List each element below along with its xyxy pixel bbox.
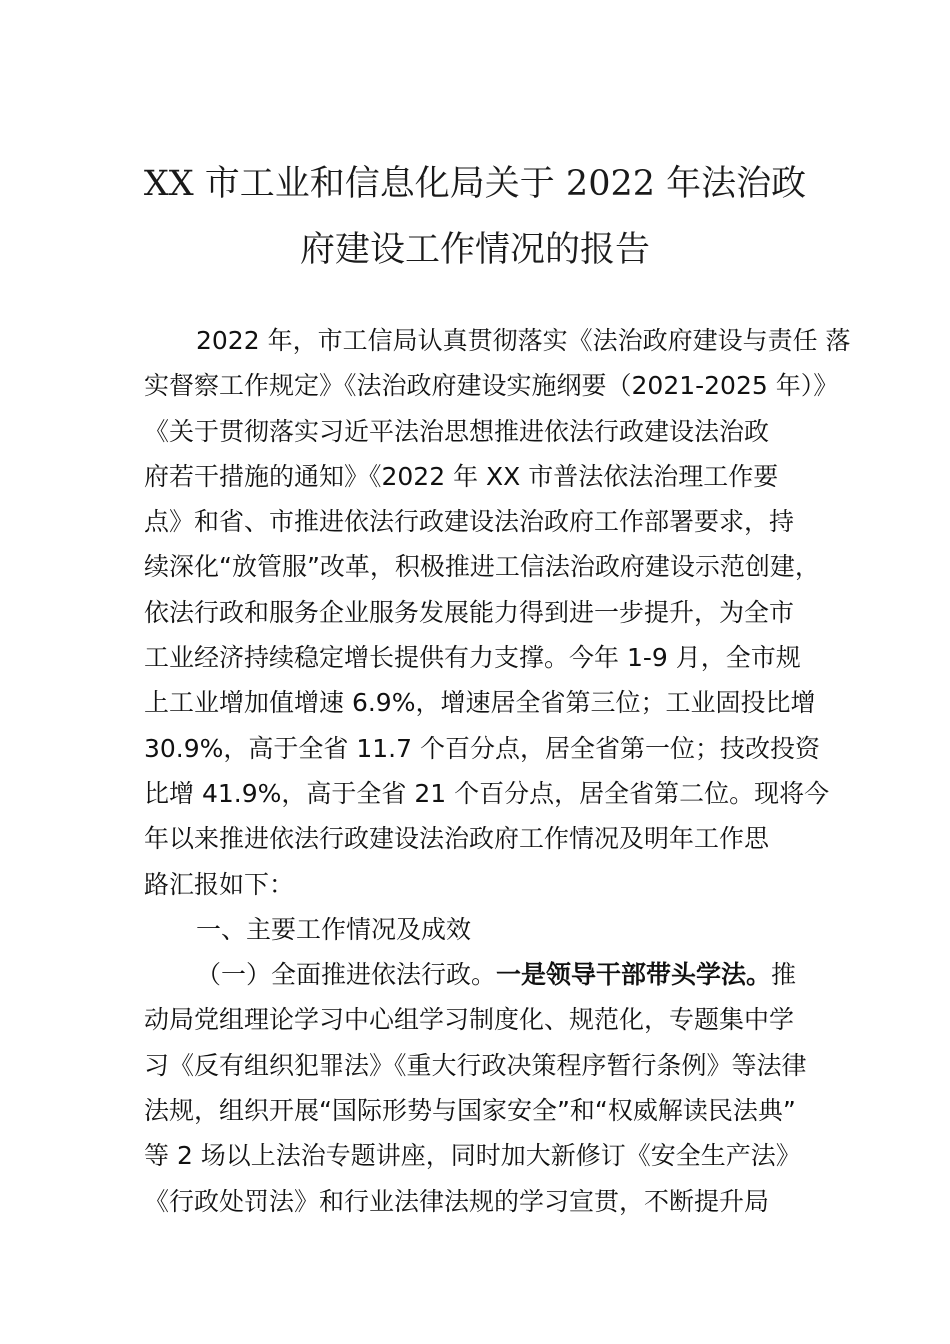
subsection-line	[144, 952, 834, 997]
body-line-3: 法规，组织开展“国际形势与国家安全”和“权威解读民法典”	[144, 1096, 796, 1126]
intro-line-4: 府若干措施的通知》《2022 年 XX 市普法依法治理工作要	[144, 461, 779, 491]
document-title-line-2: 府建设工作情况的报告	[299, 230, 650, 270]
section-heading: 一、主要工作情况及成效	[196, 914, 472, 944]
intro-line-2: 实督察工作规定》《法治政府建设实施纲要（2021-2025 年）》	[144, 371, 839, 401]
intro-line-10: 30.9%，高于全省 11.7 个百分点，居全省第一位；技改投资	[144, 733, 820, 763]
body-line-5: 《行政处罚法》和行业法律法规的学习宣贯，不断提升局	[144, 1186, 770, 1216]
intro-line-3: 《关于贯彻落实习近平法治思想推进依法行政建设法治政	[144, 416, 770, 446]
intro-line-11: 比增 41.9%，高于全省 21 个百分点，居全省第二位。现将今	[144, 778, 830, 808]
body-line-4: 等 2 场以上法治专题讲座，同时加大新修订《安全生产法》	[144, 1141, 801, 1171]
subsection-prefix: （一）全面推进依法行政。	[196, 960, 497, 990]
subsection-bold-text: 一是领导干部带头学法。	[496, 960, 772, 990]
intro-line-12: 年以来推进依法行政建设法治政府工作情况及明年工作思	[144, 824, 770, 854]
intro-line-5: 点》和省、市推进依法行政建设法治政府工作部署要求，持	[144, 507, 795, 537]
document-body	[144, 318, 851, 1224]
body-line-2: 习《反有组织犯罪法》《重大行政决策程序暂行条例》等法律	[144, 1050, 807, 1080]
intro-line-7: 依法行政和服务企业服务发展能力得到进一步提升，为全市	[144, 597, 795, 627]
subsection-suffix: 推	[771, 960, 797, 990]
intro-line-1: 2022 年，市工信局认真贯彻落实《法治政府建设与责任 落	[196, 326, 851, 355]
intro-line-8: 工业经济持续稳定增长提供有力支撑。今年 1-9 月，全市规	[144, 643, 801, 673]
body-line-1: 动局党组理论学习中心组学习制度化、规范化，专题集中学	[144, 1005, 795, 1035]
intro-line-13: 路汇报如下：	[144, 869, 295, 899]
intro-line-6: 续深化“放管服”改革，积极推进工信法治政府建设示范创建，	[144, 552, 820, 582]
document-title-line-1: XX 市工业和信息化局关于 2022 年法治政	[143, 164, 807, 204]
intro-line-9: 上工业增加值增速 6.9%，增速居全省第三位；工业固投比增	[144, 688, 816, 718]
